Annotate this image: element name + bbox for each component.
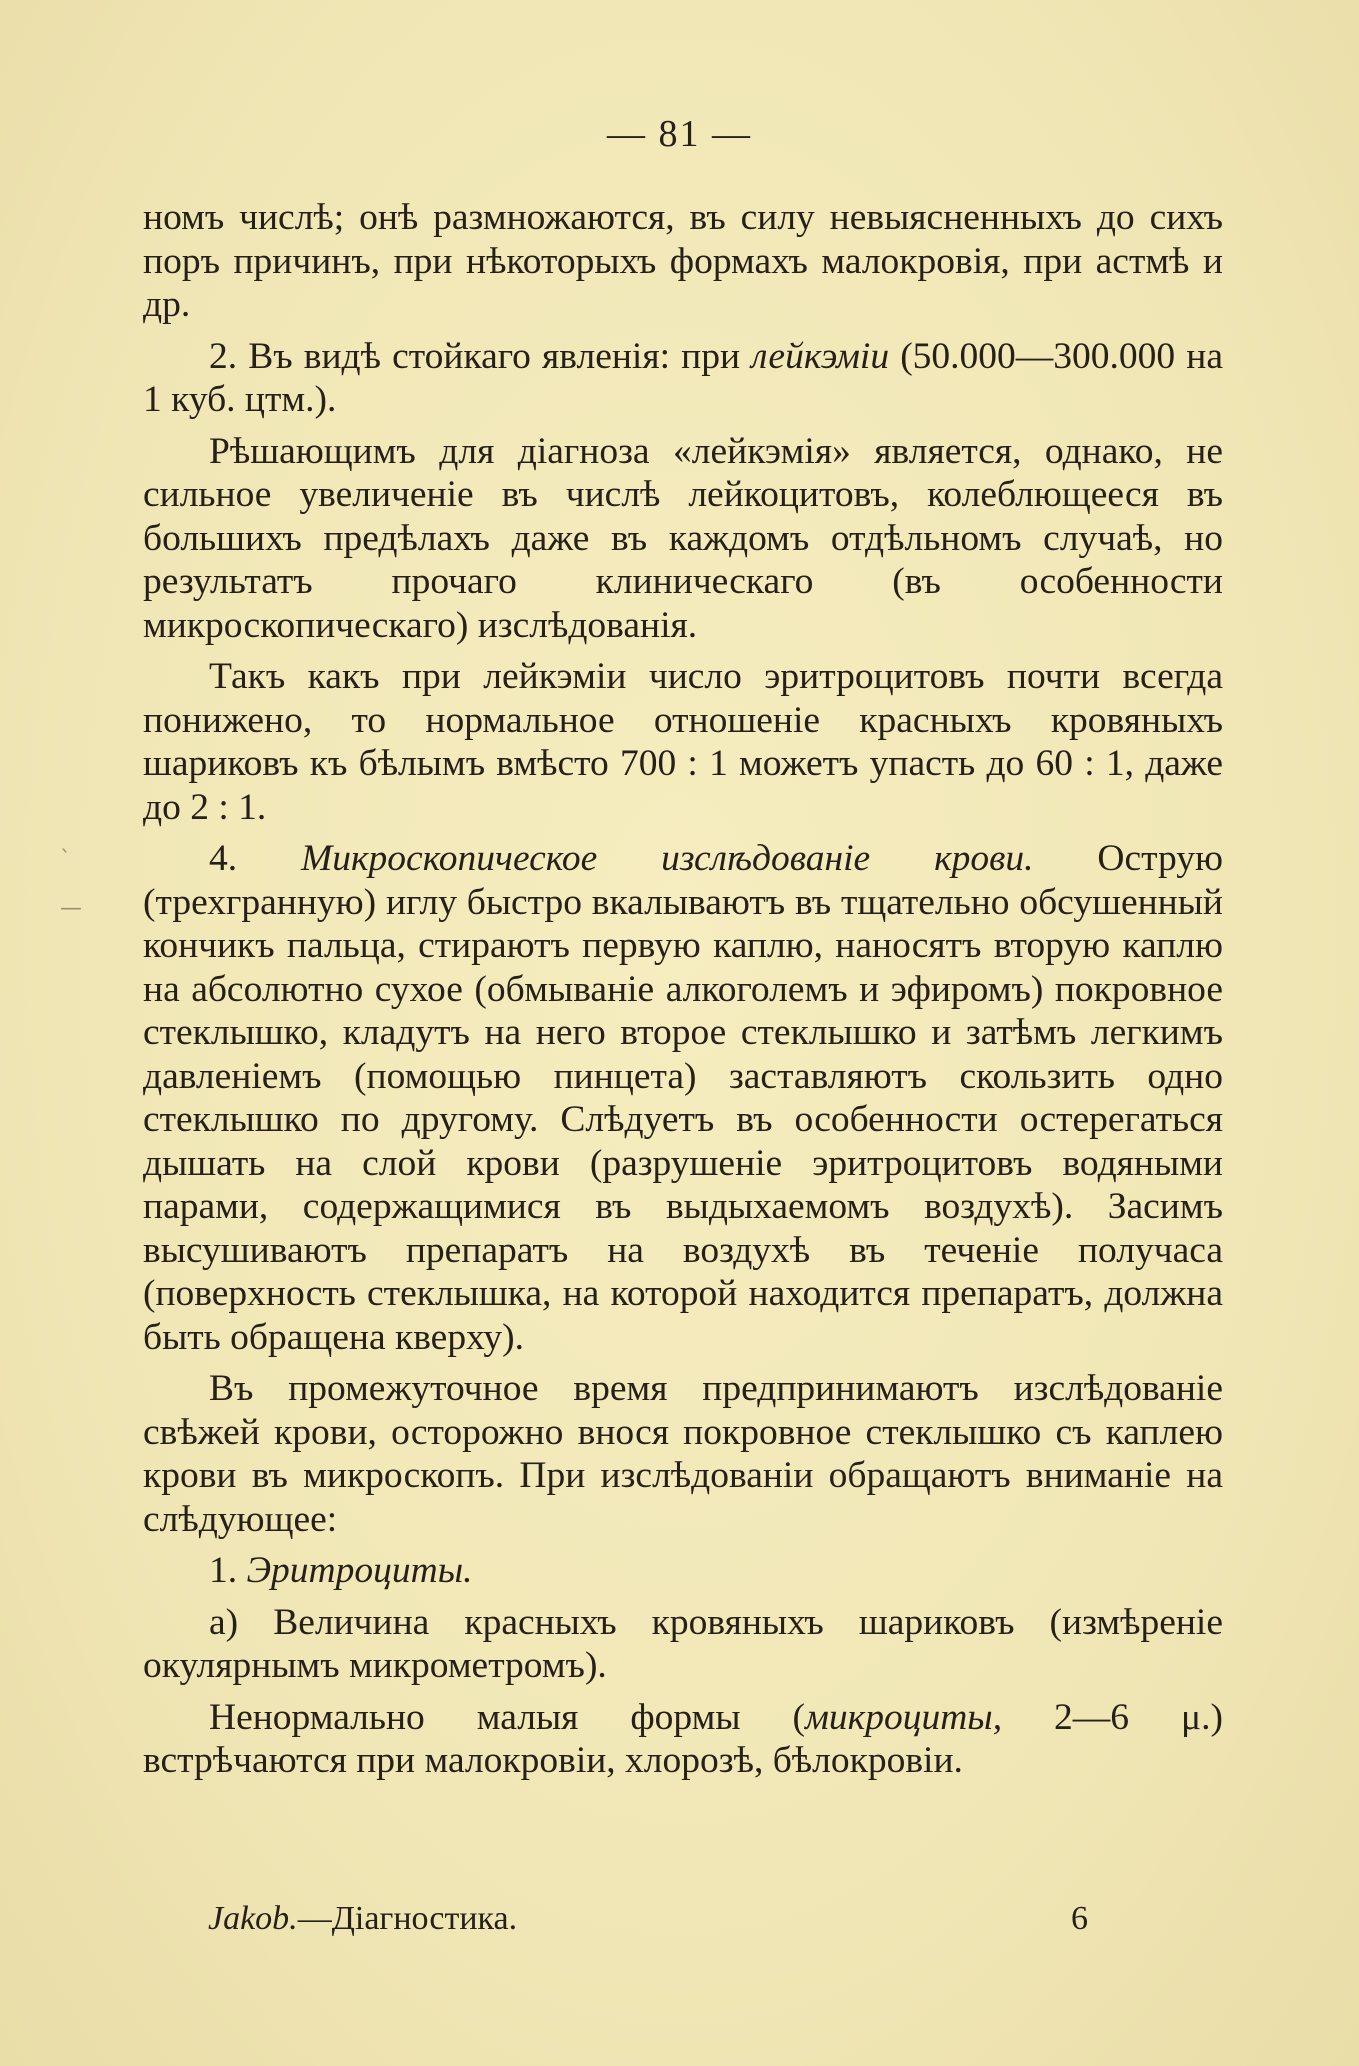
text-run: 2—6 μ.) встрѣчаются при малокровіи, хлорозѣ, бѣлокровіи.	[143, 1696, 1224, 1781]
italic-run: Эритроциты.	[246, 1550, 473, 1591]
text-run: а) Величина красныхъ кровяныхъ шариковъ (измѣреніе окулярнымъ микрометромъ).	[143, 1601, 1223, 1686]
text-run: (50.000—300.000 на 1 куб. цтм.).	[143, 335, 1224, 420]
paragraph	[143, 430, 1223, 648]
paragraph	[143, 1601, 1223, 1688]
sheet-number: 6	[1071, 1900, 1088, 1937]
body-text	[143, 196, 1223, 1791]
text-run: Острую (трехгранную) иглу быстро вкалываютъ въ тщательно обсушенный кончикъ пальца, стираютъ первую каплю, наносятъ вторую каплю на абсолютно сухое (обмываніе алкоголемъ и эфиромъ) покровное стеклышко, кладутъ на него второе стеклышко и затѣмъ легкимъ давленіемъ (помощью пинцета) заставляютъ скользить одно стеклышко по другому. Слѣдуетъ въ особенности остерегаться дышать на слой крови (разрушеніе эритроцитовъ водяными парами, содержащимися въ выдыхаемомъ воздухѣ). Засимъ высушиваютъ препаратъ на воздухѣ въ теченіе получаса (поверхность стеклышка, на которой находится препаратъ, должна быть обращена кверху).	[143, 838, 1223, 1358]
paragraph	[143, 837, 1223, 1359]
italic-run: микроциты,	[805, 1696, 1003, 1738]
text-run: номъ числѣ; онѣ размножаются, въ силу невыясненныхъ до сихъ поръ причинъ, при нѣкоторыхъ формахъ малокровія, при астмѣ и др.	[143, 197, 1223, 325]
text-run: 2. Въ видѣ стойкаго явленія: при	[209, 335, 752, 377]
paragraph	[143, 1696, 1223, 1783]
page-footer	[208, 1900, 1088, 1938]
italic-run: Микроскопическое изслѣдованіе крови.	[301, 838, 1034, 879]
text-run: Рѣшающимъ для діагноза «лейкэмія» является, однако, не сильное увеличеніе въ числѣ лейкоцитовъ, колеблющееся въ большихъ предѣлахъ даже въ каждомъ отдѣльномъ случаѣ, но результатъ прочаго клиническаго (въ особенности микроскопическаго) изслѣдованія.	[143, 430, 1223, 646]
paragraph	[143, 1367, 1223, 1541]
text-run: 4.	[209, 838, 302, 879]
text-run: Ненормально малыя формы (	[209, 1696, 805, 1738]
paragraph	[143, 655, 1223, 829]
paragraph	[143, 1549, 1223, 1593]
paragraph	[143, 335, 1223, 422]
footer-author: Jakob.	[208, 1900, 298, 1937]
footer-title: —Діагностика.	[297, 1900, 518, 1937]
text-run: Въ промежуточное время предпринимаютъ изслѣдованіе свѣжей крови, осторожно внося покровное стеклышко съ каплею крови въ микроскопъ. При изслѣдованіи обращаютъ вниманіе на слѣдующее:	[143, 1368, 1223, 1540]
margin-mark: —	[60, 896, 82, 921]
margin-mark: ˎ	[60, 828, 71, 853]
paragraph	[143, 196, 1223, 327]
italic-run: лейкэміи	[751, 335, 890, 377]
text-run: 1.	[209, 1550, 247, 1591]
page-number: — 81 —	[607, 113, 752, 155]
text-run: Такъ какъ при лейкэміи число эритроцитовъ почти всегда понижено, то нормальное отношеніе красныхъ кровяныхъ шариковъ къ бѣлымъ вмѣсто 700 : 1 можетъ упасть до 60 : 1, даже до 2 : 1.	[143, 656, 1223, 828]
